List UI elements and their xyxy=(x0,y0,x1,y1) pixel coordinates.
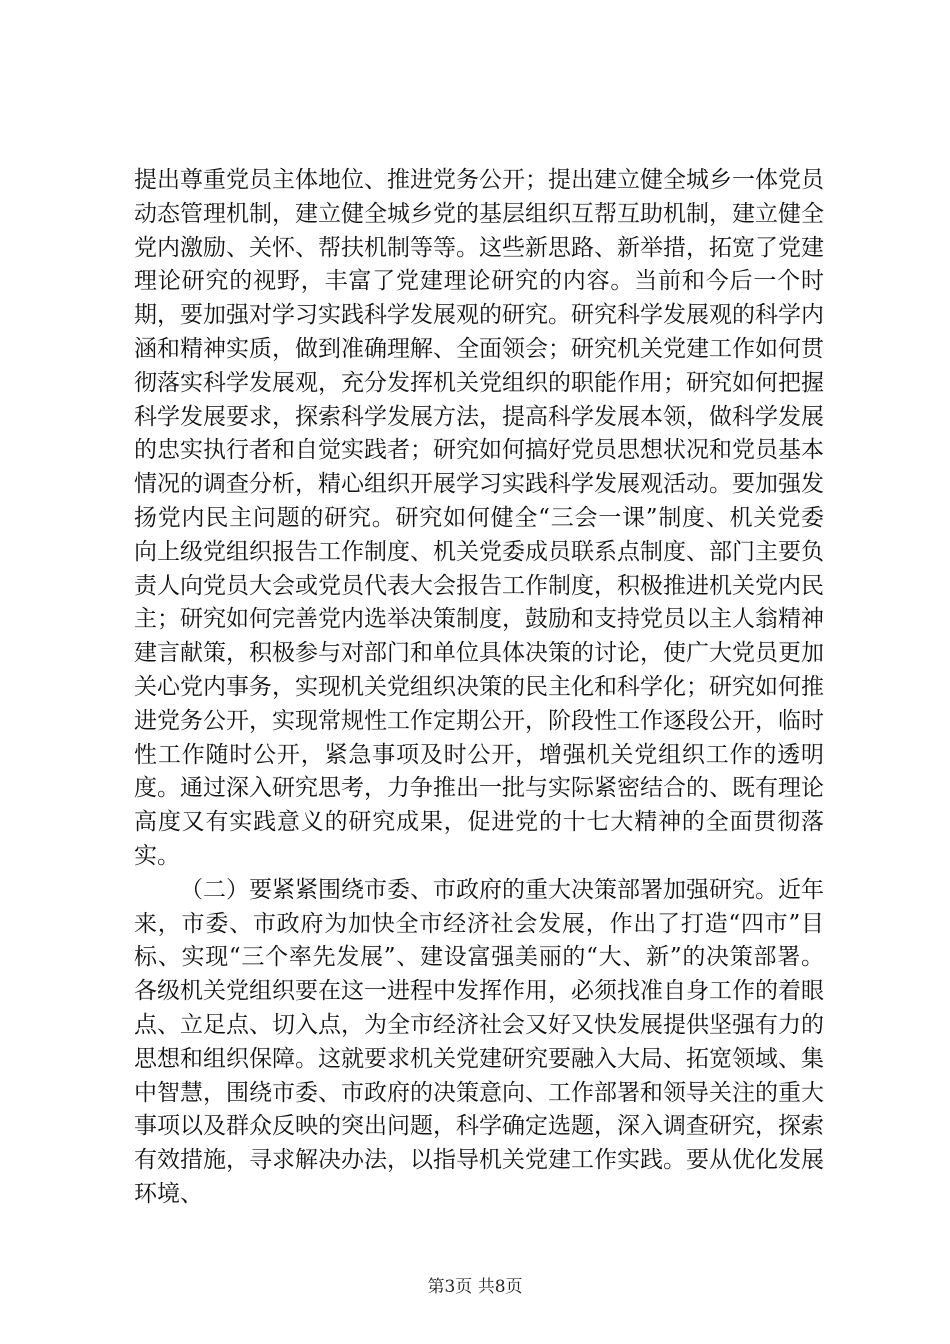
document-body xyxy=(134,164,824,1212)
paragraph-1: 提出尊重党员主体地位、推进党务公开；提出建立健全城乡一体党员动态管理机制，建立健全城乡党的基层组织互帮互助机制，建立健全党内激励、关怀、帮扶机制等等。这些新思路、新举措，拓宽了党建理论研究的视野，丰富了党建理论研究的内容。当前和今后一个时期，要加强对学习实践科学发展观的研究。研究科学发展观的科学内涵和精神实质，做到准确理解、全面领会；研究机关党建工作如何贯彻落实科学发展观，充分发挥机关党组织的职能作用；研究如何把握科学发展要求，探索科学发展方法，提高科学发展本领，做科学发展的忠实执行者和自觉实践者；研究如何搞好党员思想状况和党员基本情况的调查分析，精心组织开展学习实践科学发展观活动。要加强发扬党内民主问题的研究。研究如何健全“三会一课”制度、机关党委向上级党组织报告工作制度、机关党委成员联系点制度、部门主要负责人向党员大会或党员代表大会报告工作制度，积极推进机关党内民主；研究如何完善党内选举决策制度，鼓励和支持党员以主人翁精神建言献策，积极参与对部门和单位具体决策的讨论，使广大党员更加关心党内事务，实现机关党组织决策的民主化和科学化；研究如何推进党务公开，实现常规性工作定期公开，阶段性工作逐段公开，临时性工作随时公开，紧急事项及时公开，增强机关党组织工作的透明度。通过深入研究思考，力争推出一批与实际紧密结合的、既有理论高度又有实践意义的研究成果，促进党的十七大精神的全面贯彻落实。 xyxy=(134,167,824,869)
page-footer: 第3页 共8页 xyxy=(427,1277,523,1297)
paragraph-2: （二）要紧紧围绕市委、市政府的重大决策部署加强研究。近年来，市委、市政府为加快全市经济社会发展，作出了打造“四市”目标、实现“三个率先发展”、建设富强美丽的“大、新”的决策部署。各级机关党组织要在这一进程中发挥作用，必须找准自身工作的着眼点、立足点、切入点，为全市经济社会又好又快发展提供坚强有力的思想和组织保障。这就要求机关党建研究要融入大局、拓宽领域、集中智慧，围绕市委、市政府的决策意向、工作部署和领导关注的重大事项以及群众反映的突出问题，科学确定选题，深入调查研究，探索有效措施，寻求解决办法，以指导机关党建工作实践。要从优化发展环境、 xyxy=(134,876,824,1207)
